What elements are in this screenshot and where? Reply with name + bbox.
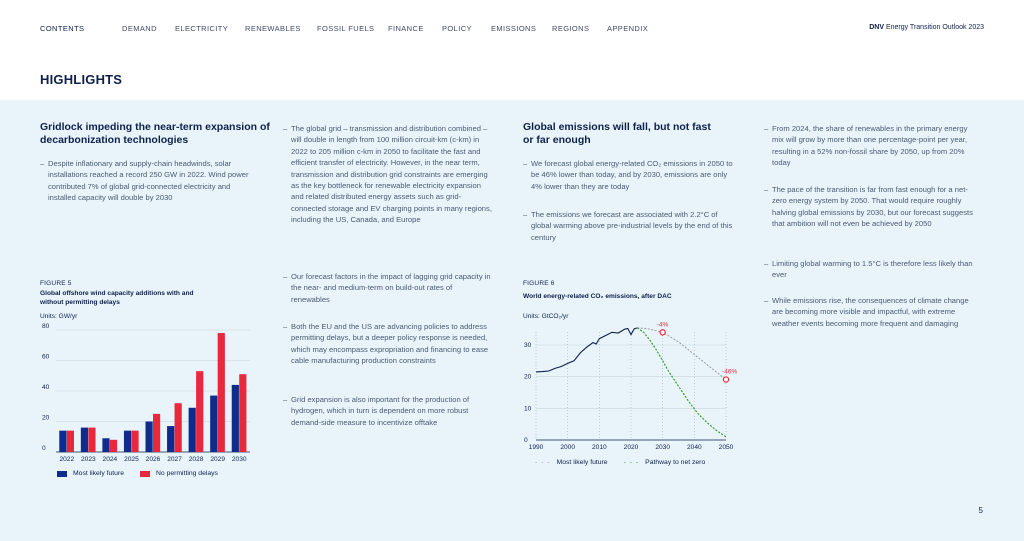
- bar-no-delays: [239, 374, 246, 452]
- legend-swatch-most-likely-line: - - -: [535, 459, 551, 466]
- y-tick-label: 30: [524, 342, 532, 349]
- legend-label-most-likely: Most likely future: [73, 470, 124, 477]
- x-tick-label: 1990: [528, 444, 544, 451]
- annotation-label: -46%: [722, 368, 738, 376]
- legend-swatch-net-zero-line: - - -: [623, 459, 640, 466]
- bar-most-likely: [167, 426, 174, 452]
- x-tick-label: 2023: [80, 456, 96, 463]
- bar-most-likely: [189, 408, 196, 452]
- page-number: 5: [978, 506, 983, 515]
- nav-electricity[interactable]: ELECTRICITY: [175, 24, 229, 33]
- section2-bullet-2: – Our forecast factors in the impact of lagging grid capacity in the near- and medium-term on build-out rates of renewables: [283, 272, 491, 304]
- figure5-units: Units: GW/yr: [40, 313, 78, 320]
- bar-no-delays: [175, 403, 182, 452]
- x-tick-label: 2010: [591, 444, 607, 451]
- x-tick-label: 2050: [718, 444, 734, 451]
- figure6-legend: [535, 459, 721, 466]
- figure6-title: World energy-related CO₂ emissions, after DAC: [523, 293, 672, 300]
- bar-most-likely: [210, 396, 217, 452]
- x-tick-label: 2000: [560, 444, 576, 451]
- x-tick-label: 2027: [167, 456, 182, 463]
- section1-bullet-1: – Despite inflationary and supply-chain headwinds, solar installations reached a record 250 GW in 2022. Wind power contributed 7% of global grid-connected electricity and installed capacity will double by 2030: [40, 159, 249, 203]
- y-tick-label: 0: [42, 445, 46, 452]
- section3-bullet-2: – The emissions we forecast are associated with 2.2°C of global warming above pre-industrial levels by the end of this century: [523, 210, 733, 242]
- figure6-units: Units: GtCO₂/yr: [523, 313, 569, 320]
- legend-swatch-most-likely: [57, 471, 67, 477]
- legend-label-most-likely-line: Most likely future: [556, 459, 608, 466]
- historical-emissions-line: [536, 328, 637, 372]
- nav-appendix[interactable]: APPENDIX: [607, 24, 649, 33]
- legend-label-no-delays: No permitting delays: [156, 470, 218, 477]
- y-tick-label: 0: [524, 437, 528, 444]
- x-tick-label: 2030: [231, 456, 247, 463]
- y-tick-label: 80: [42, 323, 50, 330]
- bar-no-delays: [131, 431, 138, 452]
- bar-no-delays: [110, 440, 117, 452]
- figure6-label: FIGURE 6: [523, 280, 555, 287]
- net-zero-pathway-line: [637, 328, 726, 437]
- x-tick-label: 2030: [655, 444, 671, 451]
- page-title: HIGHLIGHTS: [40, 72, 123, 87]
- bar-no-delays: [67, 431, 74, 452]
- section1-heading: Gridlock impeding the near-term expansion of decarbonization technologies: [40, 121, 270, 146]
- bar-no-delays: [196, 371, 203, 452]
- x-tick-label: 2022: [59, 456, 75, 463]
- bar-most-likely: [146, 422, 153, 453]
- annotation-marker: [723, 377, 728, 382]
- y-tick-label: 60: [42, 353, 50, 361]
- x-tick-label: 2029: [210, 456, 226, 463]
- section4-bullet-2: – The pace of the transition is far from fast enough for a net-zero energy system by 2050. That would require roughly halving global emissions by 2030, but our forecast suggests that ambition will not even be achieved by 2050: [764, 185, 973, 229]
- nav-finance[interactable]: FINANCE: [388, 24, 424, 33]
- section3-heading: Global emissions will fall, but not fast or far enough: [523, 121, 711, 146]
- figure5-title: Global offshore wind capacity additions with and without permitting delays: [40, 290, 194, 306]
- y-tick-label: 20: [524, 373, 532, 381]
- x-tick-label: 2028: [188, 456, 204, 463]
- nav-emissions[interactable]: EMISSIONS: [491, 24, 537, 33]
- bar-no-delays: [153, 414, 160, 452]
- most-likely-future-line: [637, 328, 726, 380]
- figure5-label: FIGURE 5: [40, 280, 72, 287]
- x-tick-label: 2040: [686, 444, 702, 451]
- section2-bullet-1: – The global grid – transmission and distribution combined – will double in length from 100 million circuit-km (c-km) in 2022 to 205 million c-km in 2050 to facilitate the fast and efficient transfer of electricity. However, in the near term, transmission and distribution grid constraints are emerging as the key bottleneck for renewable electricity expansion and related distributed energy assets such as grid-connected storage and EV charging points in many regions, including the US, Canada, and Europe: [283, 124, 492, 225]
- legend-label-net-zero-line: Pathway to net zero: [645, 459, 706, 466]
- x-tick-label: 2025: [124, 456, 139, 463]
- section4-bullet-1: – From 2024, the share of renewables in the primary energy mix will grow by more than one percentage-point per year, resulting in a 52% non-fossil share by 2050, up from 20% today: [764, 124, 968, 168]
- bar-most-likely: [124, 431, 131, 452]
- nav-demand[interactable]: DEMAND: [122, 24, 157, 33]
- bar-no-delays: [88, 428, 95, 452]
- nav-fossil-fuels[interactable]: FOSSIL FUELS: [317, 24, 375, 33]
- legend-swatch-no-delays: [140, 471, 150, 477]
- brand-title: [869, 24, 984, 31]
- top-navigation: [0, 0, 1024, 56]
- y-tick-label: 20: [42, 414, 50, 422]
- x-tick-label: 2026: [145, 456, 161, 463]
- highlights-panel: [0, 100, 1024, 541]
- bar-most-likely: [59, 431, 66, 452]
- y-tick-label: 10: [524, 405, 532, 413]
- nav-renewables[interactable]: RENEWABLES: [245, 24, 301, 33]
- annotation-label: -4%: [656, 322, 669, 329]
- section3-bullet-1: – We forecast global energy-related CO₂ emissions in 2050 to be 46% lower than today, and by 2030, emissions are only 4% lower than they are today: [523, 159, 733, 191]
- section4-bullet-3: – Limiting global warming to 1.5°C is therefore less likely than ever: [764, 259, 973, 280]
- bar-most-likely: [81, 428, 88, 452]
- nav-regions[interactable]: REGIONS: [552, 24, 590, 33]
- figure5-legend: [57, 470, 234, 477]
- nav-policy[interactable]: POLICY: [442, 24, 472, 33]
- x-tick-label: 2020: [623, 444, 639, 451]
- nav-contents[interactable]: CONTENTS: [40, 24, 85, 33]
- brand-publication: Energy Transition Outlook 2023: [885, 24, 984, 31]
- figure6-line-chart: [520, 322, 745, 458]
- section2-bullet-3: – Both the EU and the US are advancing policies to address permitting delays, but a deeper policy response is needed, which may encompass expropriation and financing to ease cable manufacturing production constraints: [283, 322, 489, 366]
- section2-bullet-4: – Grid expansion is also important for the production of hydrogen, which in turn is dependent on more robust demand-side measure to incentivize offtake: [283, 395, 470, 427]
- bar-no-delays: [218, 333, 225, 452]
- annotation-marker: [660, 330, 665, 335]
- x-tick-label: 2024: [102, 456, 118, 463]
- section4-bullet-4: – While emissions rise, the consequences of climate change are becoming more visible and impactful, with extreme weather events becoming more frequent and damaging: [764, 296, 969, 328]
- y-tick-label: 40: [42, 384, 50, 391]
- bar-most-likely: [232, 385, 239, 452]
- figure5-bar-chart: [36, 320, 256, 468]
- brand-logo-text: DNV: [869, 24, 884, 31]
- bar-most-likely: [102, 438, 109, 452]
